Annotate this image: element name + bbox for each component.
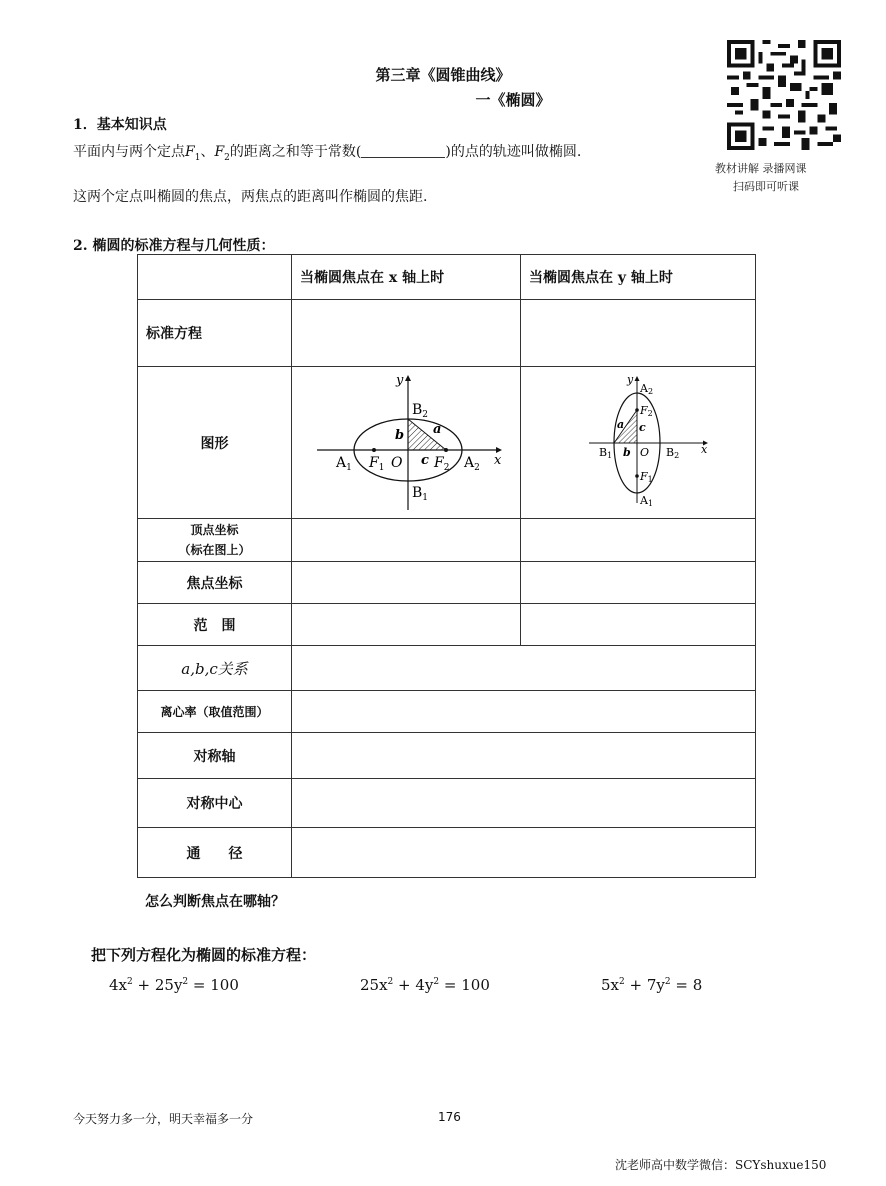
label-y: y [396,373,404,388]
section2-heading: 2. 椭圆的标准方程与几何性质： [73,238,275,254]
cell-standard-eq-y[interactable] [521,300,756,367]
equation-3: $5x^2 + 7y^2 = 8$ [601,976,703,994]
label-c-y: c [639,421,646,434]
label-x: x [494,453,502,468]
cell-focus-y[interactable] [521,562,756,604]
focus-definition-line: 这两个定点叫椭圆的焦点，两焦点的距离叫作椭圆的焦距. [73,189,428,205]
def-text-b: 的距离之和等于常数( [229,144,362,160]
label-focus: 焦点坐标 [138,562,292,604]
cell-latus[interactable] [292,828,756,878]
cell-range-y[interactable] [521,604,756,646]
exercise-heading: 把下列方程化为椭圆的标准方程： [91,946,317,964]
row-focus [138,562,756,604]
label-a1: $A_1$ [336,455,352,473]
equation-1: $4x^2 + 25y^2 = 100$ [109,976,239,994]
row-range [138,604,756,646]
f1-subscript: 1 [194,152,201,163]
label-eccentricity: 离心率（取值范围） [138,691,292,733]
ellipse-properties-table [137,254,756,878]
constant-blank[interactable] [361,143,445,158]
cell-center[interactable] [292,779,756,828]
qr-caption-line1: 教材讲解 录播网课 [715,162,807,175]
label-a-y: a [617,418,625,431]
focus-f1-point-y [635,474,639,478]
focus-axis-question: 怎么判断焦点在哪轴？ [145,894,285,910]
row-latus [138,828,756,878]
label-b1-y: B1 [599,446,613,460]
f1-symbol: F [185,144,195,160]
cell-focus-x[interactable] [292,562,521,604]
section1-heading: 1．基本知识点 [73,117,167,133]
label-x-2: x [701,443,708,456]
label-y-2: y [627,373,634,386]
header-x-axis: 当椭圆焦点在 x 轴上时 [292,255,521,300]
ellipse-y-axis-diagram [521,367,756,514]
label-latus: 通 径 [138,828,292,878]
chapter-title: 第三章《圆锥曲线》 [375,66,511,84]
label-figure: 图形 [138,367,292,519]
cell-figure-y [521,367,756,519]
qr-caption-line2: 扫码即可听课 [733,180,799,193]
label-abc: a,b,c关系 [138,646,292,691]
row-center [138,779,756,828]
footer-wechat: 沈老师高中数学微信：SCYshuxue150 [615,1158,827,1172]
label-b-y: b [623,446,631,459]
cell-eccentricity[interactable] [292,691,756,733]
cell-standard-eq-x[interactable] [292,300,521,367]
y-axis-arrow-icon-y [635,376,640,381]
label-f1-y: F1 [640,470,653,484]
row-vertex [138,519,756,562]
label-f1: $F_1$ [369,455,385,473]
ellipse-definition-line [73,141,581,163]
row-abc [138,646,756,691]
label-c: c [421,453,429,468]
def-text-a: 平面内与两个定点 [73,144,185,160]
label-b2-y: B2 [666,446,680,460]
label-origin-y: O [640,446,650,459]
focus-f1-point [372,448,376,452]
cell-range-x[interactable] [292,604,521,646]
cell-axis[interactable] [292,733,756,779]
cell-abc[interactable] [292,646,756,691]
label-a: a [433,422,442,437]
label-vertex-line2: （标在图上） [178,543,251,557]
label-a2: $A_2$ [464,455,480,473]
label-origin: O [391,455,403,471]
label-axis: 对称轴 [138,733,292,779]
cell-vertex-x[interactable] [292,519,521,562]
section-title: 一《椭圆》 [475,91,551,109]
focus-f2-point [444,448,448,452]
f2-subscript: 2 [224,152,230,163]
label-range: 范 围 [138,604,292,646]
label-f2-y: F2 [640,404,653,418]
label-a1-y: A1 [640,494,654,508]
row-eccentricity [138,691,756,733]
def-text-c: )的点的轨迹叫做椭圆. [445,144,582,160]
cell-figure-x [292,367,521,519]
label-center: 对称中心 [138,779,292,828]
label-b1: $B_1$ [412,485,429,503]
footer-slogan: 今天努力多一分，明天幸福多一分 [73,1112,254,1126]
label-b: b [395,428,405,443]
label-b2: $B_2$ [412,402,429,420]
label-f2: $F_2$ [434,455,450,473]
page-number: 176 [438,1110,461,1124]
row-standard-equation [138,300,756,367]
header-empty-cell [138,255,292,300]
label-standard-equation: 标准方程 [138,300,292,367]
label-vertex-line1: 顶点坐标 [190,523,239,537]
label-vertex [138,519,292,562]
row-figure [138,367,756,519]
row-axis [138,733,756,779]
y-axis-arrow-icon [405,375,411,381]
focus-f2-point-y [635,408,639,412]
cell-vertex-y[interactable] [521,519,756,562]
f2-symbol: F [214,144,225,160]
header-y-axis: 当椭圆焦点在 y 轴上时 [521,255,756,300]
qr-code-icon [727,40,841,150]
def-separator: 、 [200,144,215,160]
ellipse-x-axis-diagram [292,367,521,514]
equation-2: $25x^2 + 4y^2 = 100$ [360,976,490,994]
table-header-row [138,255,756,300]
label-a2-y: A2 [640,382,654,396]
